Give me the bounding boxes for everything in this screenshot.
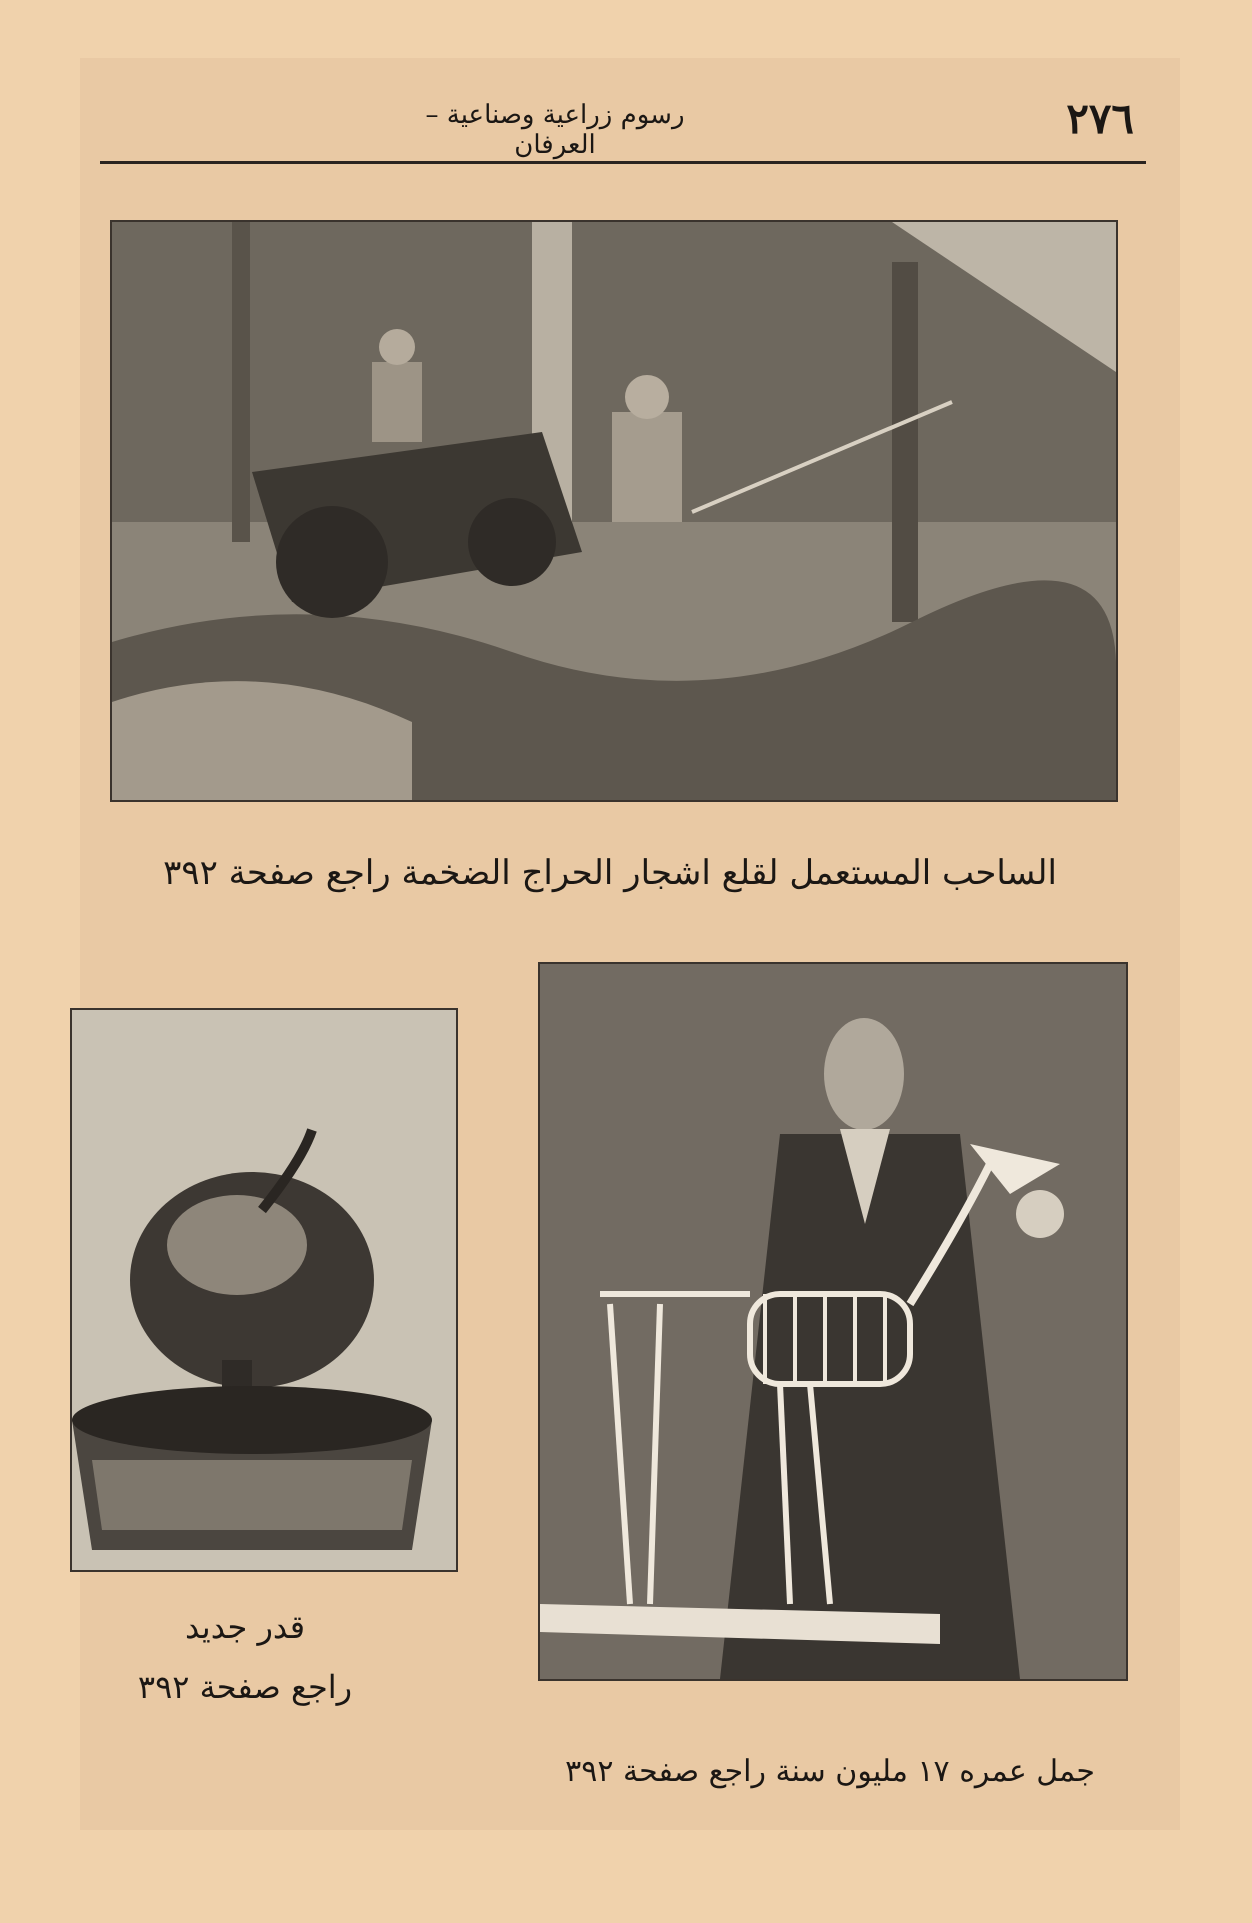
pot-caption-line1: قدر جديد [185,1608,305,1646]
pot-caption-line2: راجع صفحة ٣٩٢ [137,1668,353,1706]
camel-skeleton-photo [538,962,1128,1681]
page-number: ٢٧٦ [1066,94,1134,143]
magazine-page [80,58,1180,1830]
camel-caption: جمل عمره ١٧ مليون سنة راجع صفحة ٣٩٢ [565,1754,1095,1789]
tractor-caption: الساحب المستعمل لقلع اشجار الحراج الضخمة راجع صفحة ٣٩٢ [163,853,1057,893]
header-rule [100,161,1146,164]
pot-photo-image [72,1010,456,1570]
page-header [80,58,1180,170]
running-head: رسوم زراعية وصناعية – العرفان [425,100,685,160]
camel-skeleton-photo-image [540,964,1126,1679]
tractor-photo-image [112,222,1116,800]
tractor-photo [110,220,1118,802]
pot-photo [70,1008,458,1572]
